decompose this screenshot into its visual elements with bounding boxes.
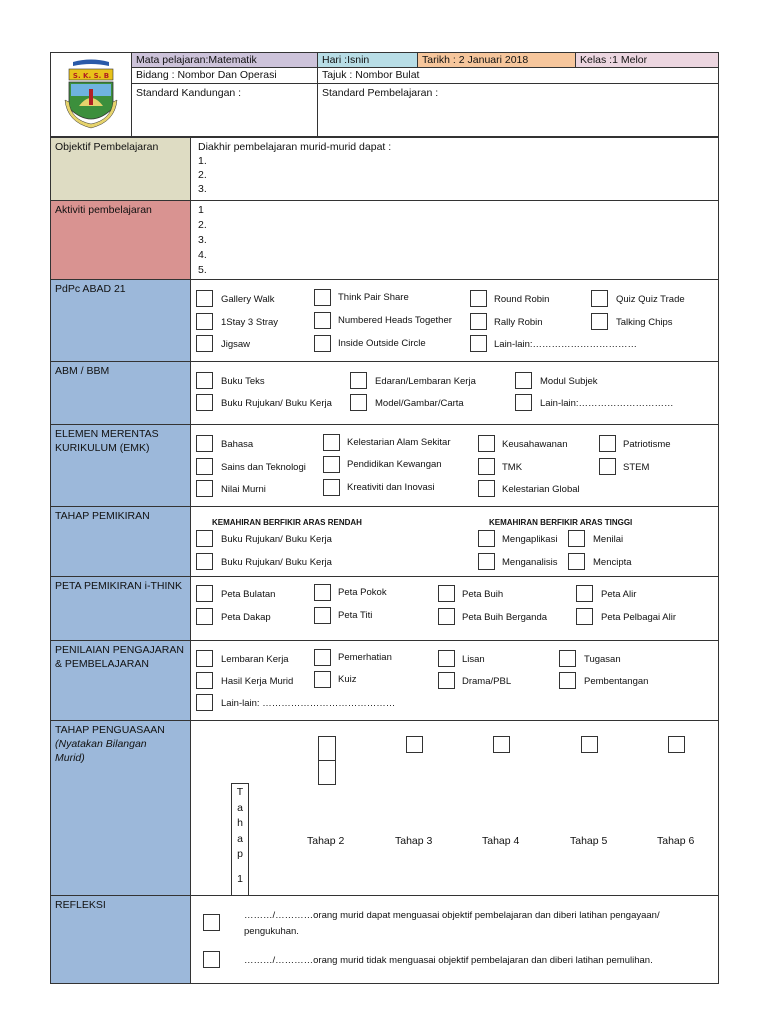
- learning-standard-text: Standard Pembelajaran :: [322, 87, 439, 99]
- reflection-line1a: ………/…………orang murid dapat menguasai objektif pembelajaran dan diberi latihan pengayaan/: [244, 910, 660, 921]
- flow-map-label: Peta Alir: [601, 589, 637, 600]
- stem-label: STEM: [623, 462, 650, 473]
- apply-label: Mengaplikasi: [502, 534, 558, 545]
- objective-content-cell: [190, 137, 719, 201]
- subject-cell: [131, 52, 318, 68]
- analyse-label: Menganalisis: [502, 557, 558, 568]
- level4-label: Tahap 4: [482, 835, 520, 847]
- global-sustainability-checkbox[interactable]: [478, 480, 495, 497]
- thinking-label: TAHAP PEMIKIRAN: [55, 510, 150, 522]
- bubble-map-label: Peta Buih: [462, 589, 504, 600]
- level4-count-box[interactable]: [493, 736, 510, 753]
- learning-standard-cell: [317, 83, 719, 137]
- circle-map-checkbox[interactable]: [196, 585, 213, 602]
- abm-label: ABM / BBM: [55, 365, 110, 377]
- abm-other-checkbox[interactable]: [515, 394, 532, 411]
- bridge-map-checkbox[interactable]: [314, 607, 331, 624]
- activity-item: 1: [198, 204, 204, 216]
- numbered-heads-label: Numbered Heads Together: [338, 315, 452, 326]
- date-cell: [417, 52, 576, 68]
- patriotism-checkbox[interactable]: [599, 435, 616, 452]
- module-label: Modul Subjek: [540, 376, 598, 387]
- textbook-checkbox[interactable]: [196, 372, 213, 389]
- title-text: Tajuk : Nombor Bulat: [322, 69, 420, 81]
- brace-map-checkbox[interactable]: [196, 608, 213, 625]
- mastery-label: TAHAP PENGUASAAN: [55, 724, 165, 736]
- jigsaw-label: Jigsaw: [221, 339, 251, 350]
- level5-count-box[interactable]: [581, 736, 598, 753]
- flow-map-checkbox[interactable]: [576, 585, 593, 602]
- finance-label: Pendidikan Kewangan: [347, 459, 442, 470]
- values-label: Nilai Murni: [221, 484, 266, 495]
- rally-robin-label: Rally Robin: [494, 317, 543, 328]
- date-text: Tarikh : 2 Januari 2018: [422, 54, 529, 66]
- class-cell: [575, 52, 719, 68]
- double-bubble-label: Peta Buih Berganda: [462, 612, 548, 623]
- day-cell: [317, 52, 418, 68]
- quiz-label: Kuiz: [338, 674, 357, 685]
- level1-letter: a: [237, 832, 243, 845]
- objective-item: 3.: [198, 183, 207, 195]
- assessment-label-cell: [50, 640, 191, 721]
- activities-label: Aktiviti pembelajaran: [55, 204, 152, 216]
- stem-checkbox[interactable]: [599, 458, 616, 475]
- gallery-walk-checkbox[interactable]: [196, 290, 213, 307]
- activity-item: 5.: [198, 264, 207, 276]
- observation-checkbox[interactable]: [314, 649, 331, 666]
- bubble-map-checkbox[interactable]: [438, 585, 455, 602]
- evaluate-label: Menilai: [593, 534, 624, 545]
- thinking-label-cell: [50, 506, 191, 577]
- level5-label: Tahap 5: [570, 835, 608, 847]
- stay-stray-checkbox[interactable]: [196, 313, 213, 330]
- content-standard-cell: [131, 83, 318, 137]
- think-pair-share-checkbox[interactable]: [314, 289, 331, 306]
- entrepreneurship-label: Keusahawanan: [502, 439, 568, 450]
- assessment-label: PENILAIAN PENGAJARAN & PEMBELAJARAN: [55, 644, 184, 670]
- pdpc-other-checkbox[interactable]: [470, 335, 487, 352]
- mastery-note: (Nyatakan Bilangan Murid): [55, 738, 147, 764]
- logo-cell: [50, 52, 132, 137]
- student-work-label: Hasil Kerja Murid: [221, 676, 294, 687]
- apply-checkbox[interactable]: [478, 530, 495, 547]
- evaluate-checkbox[interactable]: [568, 530, 585, 547]
- model-label: Model/Gambar/Carta: [375, 398, 464, 409]
- pdpc-other-label: Lain-lain:……………………………: [494, 339, 638, 350]
- bridge-map-label: Peta Titi: [338, 610, 373, 621]
- brace-map-label: Peta Dakap: [221, 612, 271, 623]
- abm-label-cell: [50, 361, 191, 425]
- objective-intro: Diakhir pembelajaran murid-murid dapat :: [198, 141, 392, 153]
- reflection-mastered-checkbox[interactable]: [203, 914, 220, 931]
- language-label: Bahasa: [221, 439, 254, 450]
- talking-chips-label: Talking Chips: [616, 317, 673, 328]
- talking-chips-checkbox[interactable]: [591, 313, 608, 330]
- round-robin-label: Round Robin: [494, 294, 550, 305]
- sustainability-label: Kelestarian Alam Sekitar: [347, 437, 451, 448]
- activity-item: 4.: [198, 249, 207, 261]
- presentation-label: Pembentangan: [584, 676, 649, 687]
- ithink-label-cell: [50, 576, 191, 641]
- reference-book-checkbox[interactable]: [196, 394, 213, 411]
- inside-outside-checkbox[interactable]: [314, 335, 331, 352]
- reflection-not-mastered-checkbox[interactable]: [203, 951, 220, 968]
- low-order-label-2: Buku Rujukan/ Buku Kerja: [221, 557, 332, 568]
- class-text: Kelas :1 Melor: [580, 54, 648, 66]
- presentation-checkbox[interactable]: [559, 672, 576, 689]
- mastery-label-cell: [50, 720, 191, 896]
- objective-item: 1.: [198, 155, 207, 167]
- emk-label-cell: [50, 424, 191, 507]
- crest-label: S. K. S. B: [72, 72, 110, 80]
- quiz-quiz-trade-label: Quiz Quiz Trade: [616, 294, 685, 305]
- level6-count-box[interactable]: [668, 736, 685, 753]
- level2-label: Tahap 2: [307, 835, 345, 847]
- activity-item: 3.: [198, 234, 207, 246]
- subject-text: Mata pelajaran:Matematik: [136, 54, 257, 66]
- think-pair-share-label: Think Pair Share: [338, 292, 409, 303]
- reflection-content-cell: [190, 895, 719, 984]
- level2-count-box-bottom[interactable]: [318, 760, 336, 785]
- level1-letter: h: [237, 817, 243, 829]
- task-label: Tugasan: [584, 654, 621, 665]
- low-order-checkbox-1[interactable]: [196, 530, 213, 547]
- observation-label: Pemerhatian: [338, 652, 392, 663]
- low-order-label-1: Buku Rujukan/ Buku Kerja: [221, 534, 332, 545]
- finance-checkbox[interactable]: [323, 456, 340, 473]
- level1-letter: p: [237, 848, 243, 860]
- level1-letter: 1: [237, 872, 243, 885]
- worksheet-checkbox[interactable]: [350, 372, 367, 389]
- reflection-line2: ………/…………orang murid tidak menguasai objektif pembelajaran dan diberi latihan pemulihan.: [244, 955, 653, 966]
- circle-map-label: Peta Bulatan: [221, 589, 276, 600]
- ict-checkbox[interactable]: [478, 458, 495, 475]
- reflection-label-cell: [50, 895, 191, 984]
- activities-label-cell: [50, 200, 191, 280]
- values-checkbox[interactable]: [196, 480, 213, 497]
- abm-content-cell: [190, 361, 719, 425]
- round-robin-checkbox[interactable]: [470, 290, 487, 307]
- science-label: Sains dan Teknologi: [221, 462, 306, 473]
- level3-count-box[interactable]: [406, 736, 423, 753]
- sustainability-checkbox[interactable]: [323, 434, 340, 451]
- quiz-quiz-trade-checkbox[interactable]: [591, 290, 608, 307]
- ithink-label: PETA PEMIKIRAN i-THINK: [55, 580, 182, 592]
- objective-label: Objektif Pembelajaran: [55, 141, 159, 153]
- level3-label: Tahap 3: [395, 835, 433, 847]
- pdpc-label-cell: [50, 279, 191, 362]
- emk-label: ELEMEN MERENTAS KURIKULUM (EMK): [55, 428, 159, 454]
- objective-label-cell: [50, 137, 191, 201]
- mastery-content-cell: [190, 720, 719, 896]
- global-sustainability-label: Kelestarian Global: [502, 484, 580, 495]
- activity-item: 2.: [198, 219, 207, 231]
- day-text: Hari :Isnin: [322, 54, 370, 66]
- model-checkbox[interactable]: [350, 394, 367, 411]
- level1-letter: T: [236, 786, 244, 798]
- inside-outside-label: Inside Outside Circle: [338, 338, 426, 349]
- worksheet-assess-label: Lembaran Kerja: [221, 654, 289, 665]
- worksheet-label: Edaran/Lembaran Kerja: [375, 376, 476, 387]
- level1-letter: a: [237, 801, 243, 814]
- assessment-other-checkbox[interactable]: [196, 694, 213, 711]
- quiz-checkbox[interactable]: [314, 671, 331, 688]
- assessment-other-label: Lain-lain: ……………………………………: [221, 698, 396, 709]
- level2-count-box-top[interactable]: [318, 736, 336, 761]
- high-order-heading: KEMAHIRAN BERFIKIR ARAS TINGGI: [489, 518, 633, 527]
- level6-label: Tahap 6: [657, 835, 695, 847]
- module-checkbox[interactable]: [515, 372, 532, 389]
- reference-book-label: Buku Rujukan/ Buku Kerja: [221, 398, 332, 409]
- tree-map-checkbox[interactable]: [314, 584, 331, 601]
- textbook-label: Buku Teks: [221, 376, 265, 387]
- double-bubble-checkbox[interactable]: [438, 608, 455, 625]
- entrepreneurship-checkbox[interactable]: [478, 435, 495, 452]
- content-standard-text: Standard Kandungan :: [136, 87, 242, 99]
- tree-map-label: Peta Pokok: [338, 587, 387, 598]
- creativity-label: Kreativiti dan Inovasi: [347, 482, 435, 493]
- oral-checkbox[interactable]: [438, 650, 455, 667]
- objective-item: 2.: [198, 169, 207, 181]
- abm-other-label: Lain-lain:…………………………: [540, 398, 674, 409]
- ict-label: TMK: [502, 462, 523, 473]
- science-checkbox[interactable]: [196, 458, 213, 475]
- analyse-checkbox[interactable]: [478, 553, 495, 570]
- stay-stray-label: 1Stay 3 Stray: [221, 317, 279, 328]
- drama-label: Drama/PBL: [462, 676, 512, 687]
- student-work-checkbox[interactable]: [196, 672, 213, 689]
- multi-flow-checkbox[interactable]: [576, 608, 593, 625]
- pdpc-label: PdPc ABAD 21: [55, 283, 126, 295]
- drama-checkbox[interactable]: [438, 672, 455, 689]
- level1-letters: [231, 785, 249, 887]
- low-order-heading: KEMAHIRAN BERFIKIR ARAS RENDAH: [212, 518, 362, 527]
- create-checkbox[interactable]: [568, 553, 585, 570]
- create-label: Mencipta: [593, 557, 632, 568]
- reflection-label: REFLEKSI: [55, 899, 106, 911]
- numbered-heads-checkbox[interactable]: [314, 312, 331, 329]
- title-cell: [317, 67, 719, 84]
- task-checkbox[interactable]: [559, 650, 576, 667]
- gallery-walk-label: Gallery Walk: [221, 294, 275, 305]
- reflection-line1b: pengukuhan.: [244, 926, 299, 937]
- patriotism-label: Patriotisme: [623, 439, 671, 450]
- area-cell: [131, 67, 318, 84]
- activities-content-cell: [190, 200, 719, 280]
- area-text: Bidang : Nombor Dan Operasi: [136, 69, 277, 81]
- oral-label: Lisan: [462, 654, 485, 665]
- multi-flow-label: Peta Pelbagai Alir: [601, 612, 676, 623]
- jigsaw-checkbox[interactable]: [196, 335, 213, 352]
- rally-robin-checkbox[interactable]: [470, 313, 487, 330]
- low-order-checkbox-2[interactable]: [196, 553, 213, 570]
- worksheet-assess-checkbox[interactable]: [196, 650, 213, 667]
- school-crest-icon: [59, 56, 123, 134]
- language-checkbox[interactable]: [196, 435, 213, 452]
- creativity-checkbox[interactable]: [323, 479, 340, 496]
